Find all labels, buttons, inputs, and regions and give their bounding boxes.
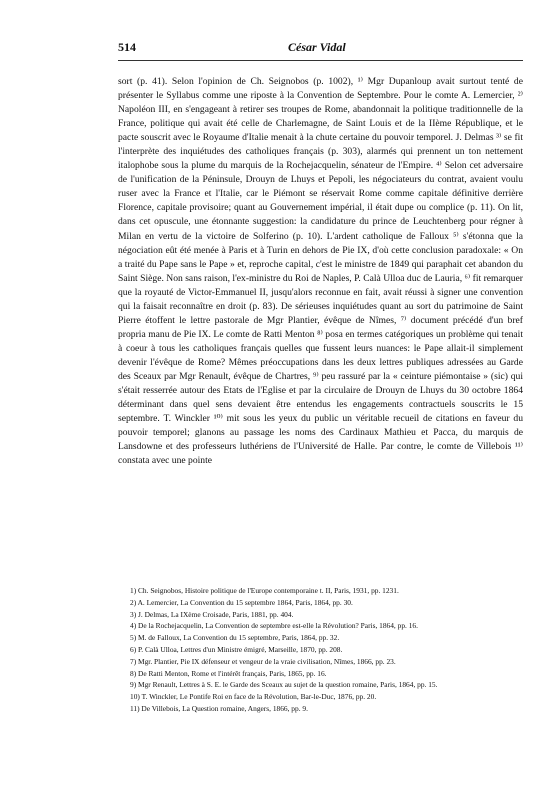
- footnote-6: 6) P. Calà Ulloa, Lettres d'un Ministre émigré, Marseille, 1870, pp. 208.: [130, 644, 343, 654]
- footnote-5: 5) M. de Falloux, La Convention du 15 septembre, Paris, 1864, pp. 32.: [130, 633, 340, 643]
- footnote-3: 3) J. Delmas, La IXème Croisade, Paris, 1881, pp. 404.: [130, 609, 294, 619]
- page-header: [118, 40, 523, 58]
- footnote-7: 7) Mgr. Plantier, Pie IX défenseur et vengeur de la vraie civilisation, Nîmes, 1866, pp. 23.: [130, 656, 396, 666]
- footnotes: [118, 585, 523, 715]
- header-rule: [118, 60, 523, 61]
- footnote-4: 4) De la Rochejacquelin, La Convention de septembre est-elle la Révolution? Paris, 1864, pp. 16.: [130, 621, 418, 631]
- footnote-10: 10) T. Winckler, Le Pontife Roi en face de la Révolution, Bar-le-Duc, 1876, pp. 20.: [130, 692, 377, 702]
- footnote-8: 8) De Ratti Menton, Rome et l'intérêt français, Paris, 1865, pp. 16.: [130, 668, 327, 678]
- page-number: 514: [118, 40, 136, 54]
- footnote-9: 9) Mgr Renault, Lettres à S. E. le Garde des Sceaux au sujet de la question romaine, Paris, 1864, pp. 15.: [130, 680, 438, 690]
- body-text: [118, 75, 523, 468]
- footnote-2: 2) A. Lemercier, La Convention du 15 septembre 1864, Paris, 1864, pp. 30.: [130, 597, 353, 607]
- body-paragraph: sort (p. 41). Selon l'opinion de Ch. Seignobos (p. 1002), ¹⁾ Mgr Dupanloup avait surtout tenté de présenter le Syllabus comme une riposte à la Convention de Septembre. Pour le comte A. Lemercier, ²⁾ Napoléon III, en s'engageant à retirer ses troupes de Rome, abandonnait la politique traditionnelle de la France, politique qui avait été celle de Charlemagne, de Saint Louis et de la IIème République, et le pacte souscrit avec le Royaume d'Italie menait à la chute certaine du pouvoir temporel. J. Delmas ³⁾ se fit l'interprète des inquiétudes des catholiques français (p. 303), alarmés qui prennent un ton nettement italophobe sous la plume du marquis de la Rochejacquelin, sénateur de l'Empire. ⁴⁾ Selon cet adversaire de l'unification de la Péninsule, Drouyn de Lhuys et Pepoli, les négociateurs du contrat, avaient voulu ruser avec la France et l'Italie, car le Piémont se réservait Rome comme capitale définitive derrière Florence, capitale provisoire; quant au Gouvernement impérial, il était dupe ou complice (p. 11). On lit, dans cet opuscule, une étonnante suggestion: la candidature du prince de Leuchtenberg pour régner à Milan en vertu de la victoire de Solferino (p. 10). L'ardent catholique de Falloux ⁵⁾ s'étonna que la négociation eût été menée à Paris et à Turin en dehors de Pie IX, d'où cette conclusion paradoxale: « On a traité du Pape sans le Pape » et, reproche capital, c'est le ministre de 1849 qui paraphait cet abandon du Saint Siège. Non sans raison, l'ex-ministre du Roi de Naples, P. Calà Ulloa duc de Lauria, ⁶⁾ fit remarquer que la royauté de Victor-Emmanuel II, jusqu'alors reconnue en fait, avait réussi à signer une convention qui la faisait reconnaître en droit (p. 83). De sérieuses inquiétudes quant au sort du patrimoine de Saint Pierre étoffent le lettre pastorale de Mgr Plantier, évêque de Nîmes, ⁷⁾ document précédé d'un bref propria manu de Pie IX. Le comte de Ratti Menton ⁸⁾ posa en termes catégoriques un problème qui tenait à coeur à tous les catholiques français quelles que fussent leurs nuances: le Pape allait-il simplement devenir l'évêque de Rome? Mêmes préoccupations dans les deux lettres publiques adressées au Garde des Sceaux par Mgr Renault, évêque de Chartres, ⁹⁾ peu rassuré par la « ceinture piémontaise » (sic) qui s'était resserrée autour des Etats de l'Eglise et par la circulaire de Drouyn de Lhuys du 30 octobre 1864 déterminant dans quel sens devaient être entendus les engagements contractuels souscrits le 15 septembre. T. Winckler ¹⁰⁾ mit sous les yeux du public un véritable recueil de citations en faveur du pouvoir temporel; glanons au passage les noms des Cardinaux Mathieu et Pacca, du marquis de Lansdowne et des professeurs luthériens de l'Université de Halle. Par contre, le comte de Villebois ¹¹⁾ constata avec une pointe: [118, 76, 523, 467]
- footnote-1: 1) Ch. Seignobos, Histoire politique de l'Europe contemporaine t. II, Paris, 1931, pp. 1231.: [130, 586, 399, 595]
- running-head: César Vidal: [288, 40, 346, 54]
- footnote-11: 11) De Villebois, La Question romaine, Angers, 1866, pp. 9.: [130, 703, 308, 713]
